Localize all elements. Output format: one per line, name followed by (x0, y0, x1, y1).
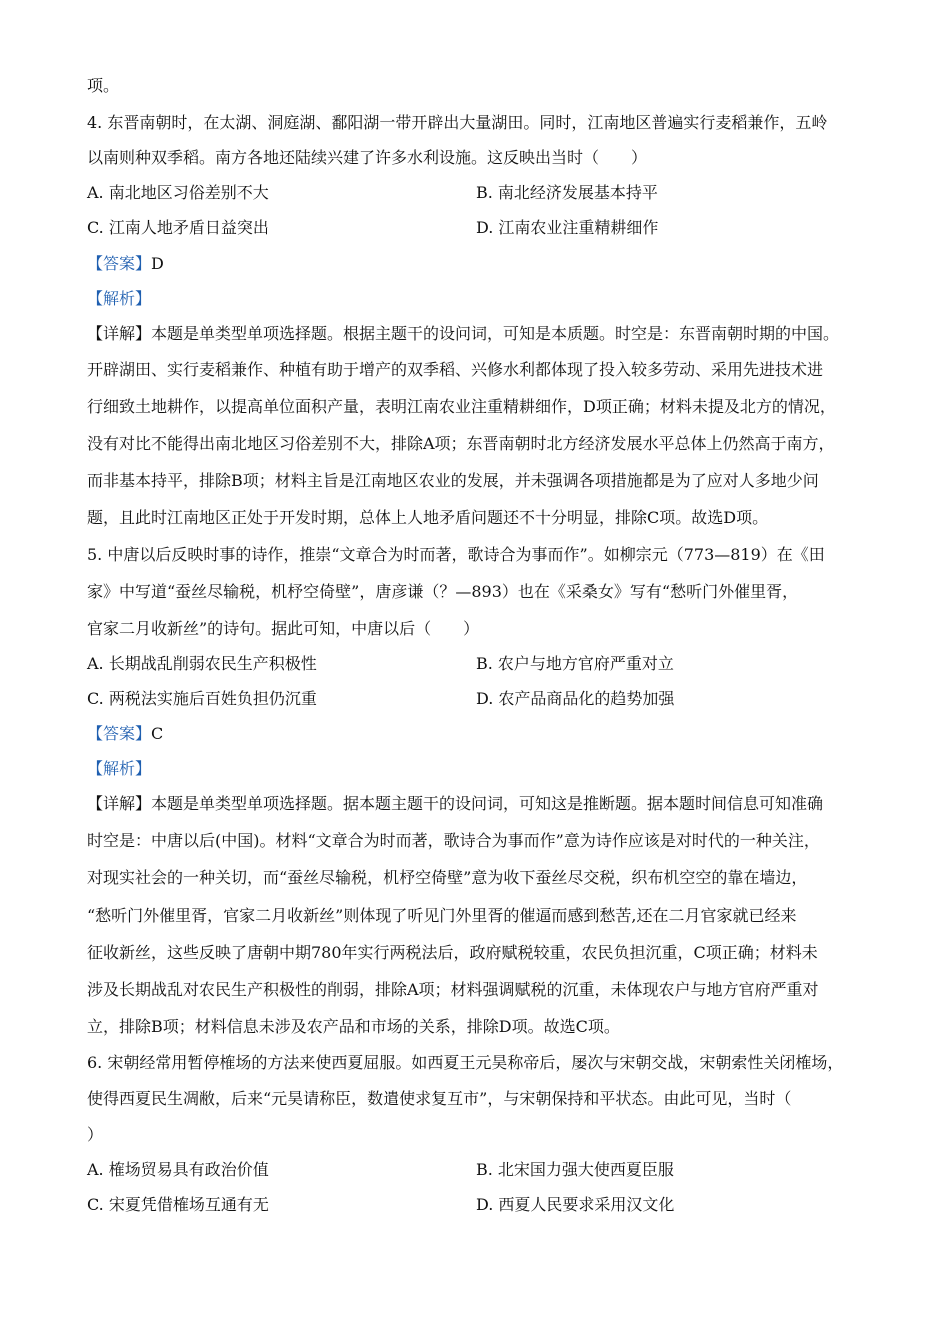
q4-detail-line-2: 开辟湖田、实行麦稻兼作、种植有助于增产的双季稻、兴修水利都体现了投入较多劳动、采用先进技术进 (87, 360, 824, 379)
q6-option-d: D. 西夏人民要求采用汉文化 (476, 1195, 675, 1214)
q5-detail-line-4: “愁听门外催里胥，官家二月收新丝”则体现了听见门外里胥的催逼而感到愁苦,还在二月官家就已经来 (87, 906, 797, 925)
q4-answer (87, 254, 164, 274)
q4-stem-line-1: 4. 东晋南朝时，在太湖、洞庭湖、鄱阳湖一带开辟出大量湖田。同时，江南地区普遍实行麦稻兼作，五岭 (87, 113, 828, 132)
q5-detail-line-1 (87, 794, 823, 814)
q4-option-a: A. 南北地区习俗差别不大 (87, 183, 269, 202)
q5-option-c: C. 两税法实施后百姓负担仍沉重 (87, 689, 317, 708)
q5-option-b: B. 农户与地方官府严重对立 (476, 654, 674, 673)
q4-detail-line-6: 题，且此时江南地区正处于开发时期，总体上人地矛盾问题还不十分明显，排除C项。故选D项。 (87, 508, 769, 527)
q4-option-b: B. 南北经济发展基本持平 (476, 183, 658, 202)
q5-detail-line-5: 征收新丝，这些反映了唐朝中期780年实行两税法后，政府赋税较重，农民负担沉重，C项正确；材料未 (87, 943, 818, 962)
q5-detail-line-6: 涉及长期战乱对农民生产积极性的削弱，排除A项；材料强调赋税的沉重，未体现农户与地方官府严重对 (87, 980, 819, 999)
q5-stem-line-1: 5. 中唐以后反映时事的诗作，推崇“文章合为时而著，歌诗合为事而作”。如柳宗元（773—819）在《田 (87, 545, 825, 564)
q4-stem-line-2: 以南则种双季稻。南方各地还陆续兴建了许多水利设施。这反映出当时（ ） (87, 148, 648, 167)
q5-option-a: A. 长期战乱削弱农民生产积极性 (87, 654, 317, 673)
q4-answer-tag: 【答案】 (87, 254, 152, 273)
q5-analysis-tag: 【解析】 (87, 759, 152, 778)
q4-analysis-tag: 【解析】 (87, 289, 152, 308)
q5-detail-line-3: 对现实社会的一种关切，而“蚕丝尽输税，机杼空倚壁”意为收下蚕丝尽交税，织布机空空的靠在墙边， (87, 868, 808, 887)
q4-detail-text-1: 本题是单类型单项选择题。根据主题干的设问词，可知是本质题。时空是：东晋南朝时期的中国。 (151, 324, 840, 343)
q4-detail-line-4: 没有对比不能得出南北地区习俗差别不大，排除A项；东晋南朝时北方经济发展水平总体上仍然高于南方， (87, 434, 835, 453)
q6-option-a: A. 榷场贸易具有政治价值 (87, 1160, 269, 1179)
previous-question-tail: 项。 (87, 76, 120, 95)
q5-answer-value: C (151, 724, 164, 743)
q4-analysis-heading (87, 289, 151, 309)
q5-option-d: D. 农产品商品化的趋势加强 (476, 689, 675, 708)
q6-option-c: C. 宋夏凭借榷场互通有无 (87, 1195, 269, 1214)
q4-detail-line-3: 行细致土地耕作，以提高单位面积产量，表明江南农业注重精耕细作，D项正确；材料未提及北方的情况， (87, 397, 836, 416)
q6-stem-line-1: 6. 宋朝经常用暂停榷场的方法来使西夏屈服。如西夏王元昊称帝后，屡次与宋朝交战，宋朝索性关闭榷场， (87, 1053, 844, 1072)
q4-detail-line-1 (87, 324, 839, 344)
q4-option-c: C. 江南人地矛盾日益突出 (87, 218, 269, 237)
q5-detail-text-1: 本题是单类型单项选择题。据本题主题干的设问词，可知这是推断题。据本题时间信息可知准确 (151, 794, 824, 813)
q5-detail-line-2: 时空是：中唐以后(中国)。材料“文章合为时而著，歌诗合为事而作”意为诗作应该是对时代的一种关注， (87, 831, 820, 850)
q5-stem-line-2: 家》中写道“蚕丝尽输税，机杼空倚壁”，唐彦谦（？—893）也在《采桑女》写有“愁听门外催里胥， (87, 582, 799, 601)
q4-option-d: D. 江南农业注重精耕细作 (476, 218, 659, 237)
q6-stem-line-3: ） (87, 1125, 104, 1144)
q6-option-b: B. 北宋国力强大使西夏臣服 (476, 1160, 674, 1179)
q5-analysis-heading (87, 759, 151, 779)
q6-stem-line-2: 使得西夏民生凋敝，后来“元昊请称臣，数遣使求复互市”，与宋朝保持和平状态。由此可见，当时（ (87, 1089, 792, 1108)
q4-detail-tag: 【详解】 (87, 324, 152, 343)
q5-answer-tag: 【答案】 (87, 724, 152, 743)
q5-answer (87, 724, 163, 744)
q5-detail-tag: 【详解】 (87, 794, 152, 813)
q4-answer-value: D (151, 254, 164, 273)
q5-stem-line-3: 官家二月收新丝”的诗句。据此可知，中唐以后（ ） (87, 619, 480, 638)
q4-detail-line-5: 而非基本持平，排除B项；材料主旨是江南地区农业的发展，并未强调各项措施都是为了应对人多地少问 (87, 471, 819, 490)
q5-detail-line-7: 立，排除B项；材料信息未涉及农产品和市场的关系，排除D项。故选C项。 (87, 1017, 620, 1036)
